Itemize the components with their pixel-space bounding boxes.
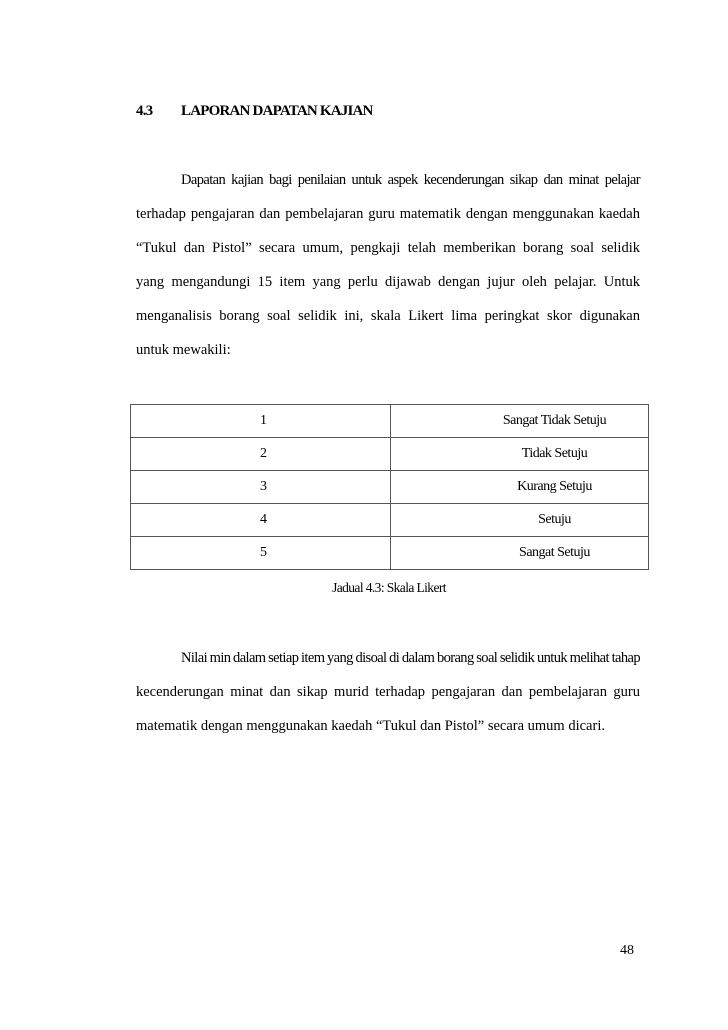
section-title: LAPORAN DAPATAN KAJIAN xyxy=(181,103,373,119)
score-cell: 2 xyxy=(131,438,391,471)
label-cell: Sangat Tidak Setuju xyxy=(391,405,649,438)
likert-scale-table xyxy=(130,404,649,570)
paragraph-line: matematik dengan menggunakan kaedah “Tukul dan Pistol” secara umum dicari. xyxy=(136,718,605,734)
paragraph-line: terhadap pengajaran dan pembelajaran guru matematik dengan menggunakan kaedah xyxy=(136,206,640,222)
score-cell: 1 xyxy=(131,405,391,438)
label-cell: Tidak Setuju xyxy=(391,438,649,471)
paragraph-intro xyxy=(136,163,640,367)
score-cell: 5 xyxy=(131,537,391,570)
score-cell: 3 xyxy=(131,471,391,504)
paragraph-line: untuk mewakili: xyxy=(136,342,231,358)
paragraph-line: kecenderungan minat dan sikap murid terhadap pengajaran dan pembelajaran guru xyxy=(136,684,640,700)
table-row xyxy=(131,471,649,504)
label-cell: Sangat Setuju xyxy=(391,537,649,570)
table-row xyxy=(131,537,649,570)
table-row xyxy=(131,405,649,438)
label-cell: Kurang Setuju xyxy=(391,471,649,504)
paragraph-line: Dapatan kajian bagi penilaian untuk aspek kecenderungan sikap dan minat pelajar xyxy=(181,172,640,188)
table-row xyxy=(131,438,649,471)
label-cell: Setuju xyxy=(391,504,649,537)
section-heading xyxy=(136,103,373,120)
paragraph-line: Nilai min dalam setiap item yang disoal di dalam borang soal selidik untuk melihat tahap xyxy=(181,650,640,666)
paragraph-line: yang mengandungi 15 item yang perlu dijawab dengan jujur oleh pelajar. Untuk xyxy=(136,274,640,290)
paragraph-line: “Tukul dan Pistol” secara umum, pengkaji telah memberikan borang soal selidik xyxy=(136,240,640,256)
paragraph-conclusion xyxy=(136,641,640,743)
section-number: 4.3 xyxy=(136,103,153,119)
paragraph-line: menganalisis borang soal selidik ini, skala Likert lima peringkat skor digunakan xyxy=(136,308,640,324)
page-number: 48 xyxy=(620,943,634,958)
table-row xyxy=(131,504,649,537)
table-caption: Jadual 4.3: Skala Likert xyxy=(332,580,446,595)
score-cell: 4 xyxy=(131,504,391,537)
